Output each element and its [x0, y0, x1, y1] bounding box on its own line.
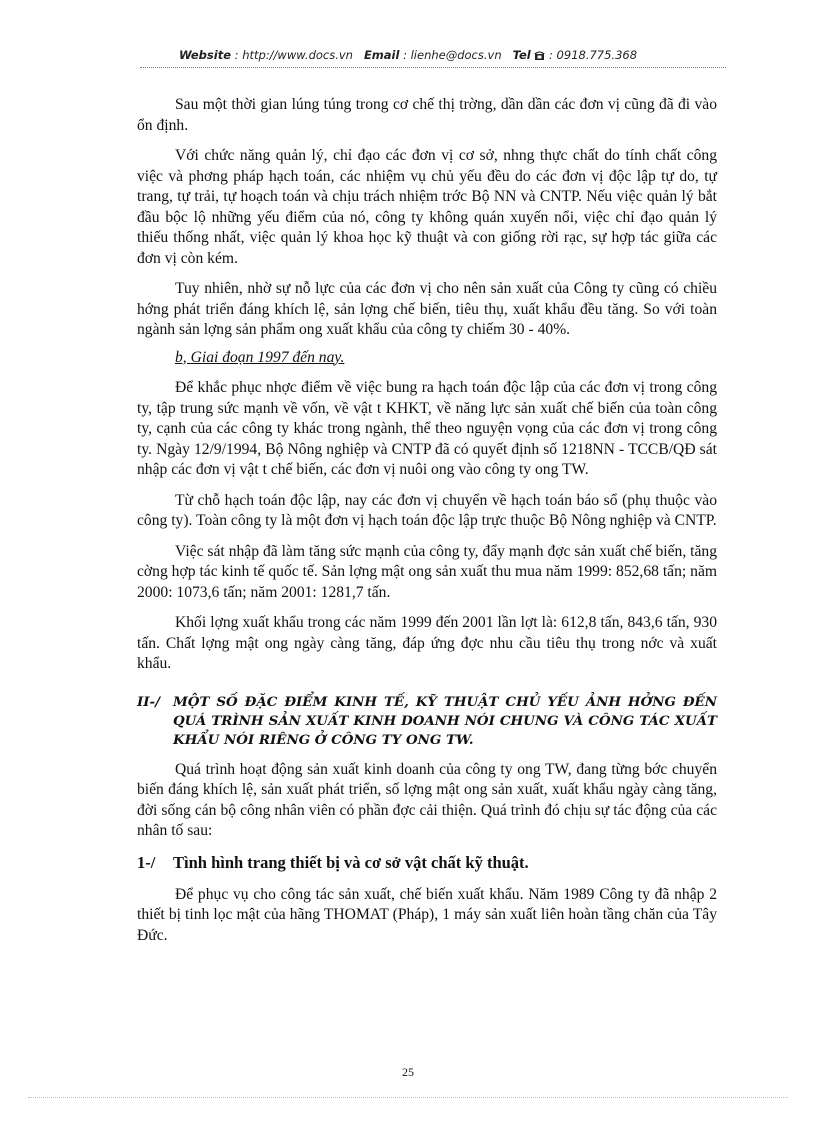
document-body	[137, 95, 717, 956]
section-number: II-/	[137, 693, 160, 710]
paragraph: Tuy nhiên, nhờ sự nỗ lực của các đơn vị cho nên sản xuất của Công ty cũng có chiều hớng phát triển đáng khích lệ, sản lợng chế biến, tiêu thụ, xuất khẩu đều tăng. So với toàn ngành sản lợng sản phẩm ong xuất khẩu của công ty chiếm 30 - 40%.	[137, 280, 717, 338]
subheading-period-1997: b, Giai đoạn 1997 đến nay.	[175, 348, 345, 366]
paragraph: Với chức năng quản lý, chỉ đạo các đơn vị cơ sở, nhng thực chất do tính chất công việc và phơng pháp hạch toán, các nhiệm vụ chủ yếu đều do các đơn vị độc lập tự do, tự trang, tự trải, tự hoạch toán và chịu trách nhiệm trớc Bộ NN và CNTP. Nếu việc quản lý bắt đầu bộc lộ những yếu điểm của nó, công ty không quán xuyến nổi, việc chỉ đạo quản lý thiếu thống nhất, việc quản lý khoa học kỹ thuật và con giống rời rạc, sự hợp tác giữa các đơn vị còn kém.	[137, 147, 717, 267]
website-label: Website	[178, 48, 232, 62]
section-title: MỘT SỐ ĐẶC ĐIỂM KINH TẾ, KỸ THUẬT CHỦ YẾU ẢNH HỞNG ĐẾN QUÁ TRÌNH SẢN XUẤT KINH DOANH NÓI CHUNG VÀ CÔNG TÁC XUẤT KHẨU NÓI RIÊNG Ở CÔNG TY ONG TW.	[173, 693, 717, 748]
header-divider	[140, 67, 726, 68]
tel-value: : 0918.775.368	[549, 48, 638, 62]
page-header	[0, 48, 816, 62]
section-heading-ii	[137, 693, 717, 750]
page-number: 25	[402, 1065, 414, 1079]
paragraph: Để phục vụ cho công tác sản xuất, chế biến xuất khẩu. Năm 1989 Công ty đã nhập 2 thiết bị tinh lọc mật của hãng THOMAT (Pháp), 1 máy sản xuất liên hoàn tầng chăn của Tây Đức.	[137, 885, 717, 944]
subsection-heading-1	[137, 852, 717, 873]
paragraph: Quá trình hoạt động sản xuất kinh doanh của công ty ong TW, đang từng bớc chuyển biến đáng khích lệ, sản xuất phát triển, số lợng mật ong sản xuất, xuất khẩu ngày càng tăng, đời sống cán bộ công nhân viên có phần đợc cải thiện. Quá trình đó chịu sự tác động của các nhân tố sau:	[137, 760, 717, 839]
paragraph: Từ chỗ hạch toán độc lập, nay các đơn vị chuyển về hạch toán báo sổ (phụ thuộc vào công ty). Toàn công ty là một đơn vị hạch toán độc lập trực thuộc Bộ Nông nghiệp và CNTP.	[137, 491, 717, 529]
email-value[interactable]: : lienhe@docs.vn	[403, 48, 502, 62]
paragraph: Khối lợng xuất khẩu trong các năm 1999 đến 2001 lần lợt là: 612,8 tấn, 843,6 tấn, 930 tấn. Chất lợng mật ong ngày càng tăng, đáp ứng đợc nhu cầu tiêu thụ trong nớc và xuất khẩu.	[137, 614, 717, 672]
paragraph: Sau một thời gian lúng túng trong cơ chế thị trờng, dần dần các đơn vị cũng đã đi vào ổn định.	[137, 96, 717, 134]
paragraph: Việc sát nhập đã làm tăng sức mạnh của công ty, đẩy mạnh đợc sản xuất chế biến, tăng cờng hợp tác kinh tế quốc tế. Sản lợng mật ong sản xuất thu mua năm 1999: 852,68 tấn; năm 2000: 1073,6 tấn; năm 2001: 1281,7 tấn.	[137, 542, 717, 601]
email-label: Email	[363, 48, 400, 62]
subsection-title: Tình hình trang thiết bị và cơ sở vật chất kỹ thuật.	[173, 852, 529, 872]
footer-divider	[28, 1097, 788, 1098]
subsection-number: 1-/	[137, 852, 156, 872]
phone-icon	[534, 48, 549, 62]
paragraph: Để khắc phục nhợc điểm về việc bung ra hạch toán độc lập của các đơn vị trong công ty, tập trung sức mạnh về vốn, về vật t KHKT, về năng lực sản xuất chế biến của toàn công ty, cạnh của các công ty khác trong ngành, thể theo nguyện vọng của các đơn vị trong công ty. Ngày 12/9/1994, Bộ Nông nghiệp và CNTP đã có quyết định số 1218NN - TCCB/QĐ sát nhập các đơn vị vật t chế biến, các đơn vị nuôi ong vào công ty ong TW.	[137, 379, 717, 478]
tel-label: Tel	[512, 48, 531, 62]
website-value[interactable]: : http://www.docs.vn	[234, 48, 353, 62]
